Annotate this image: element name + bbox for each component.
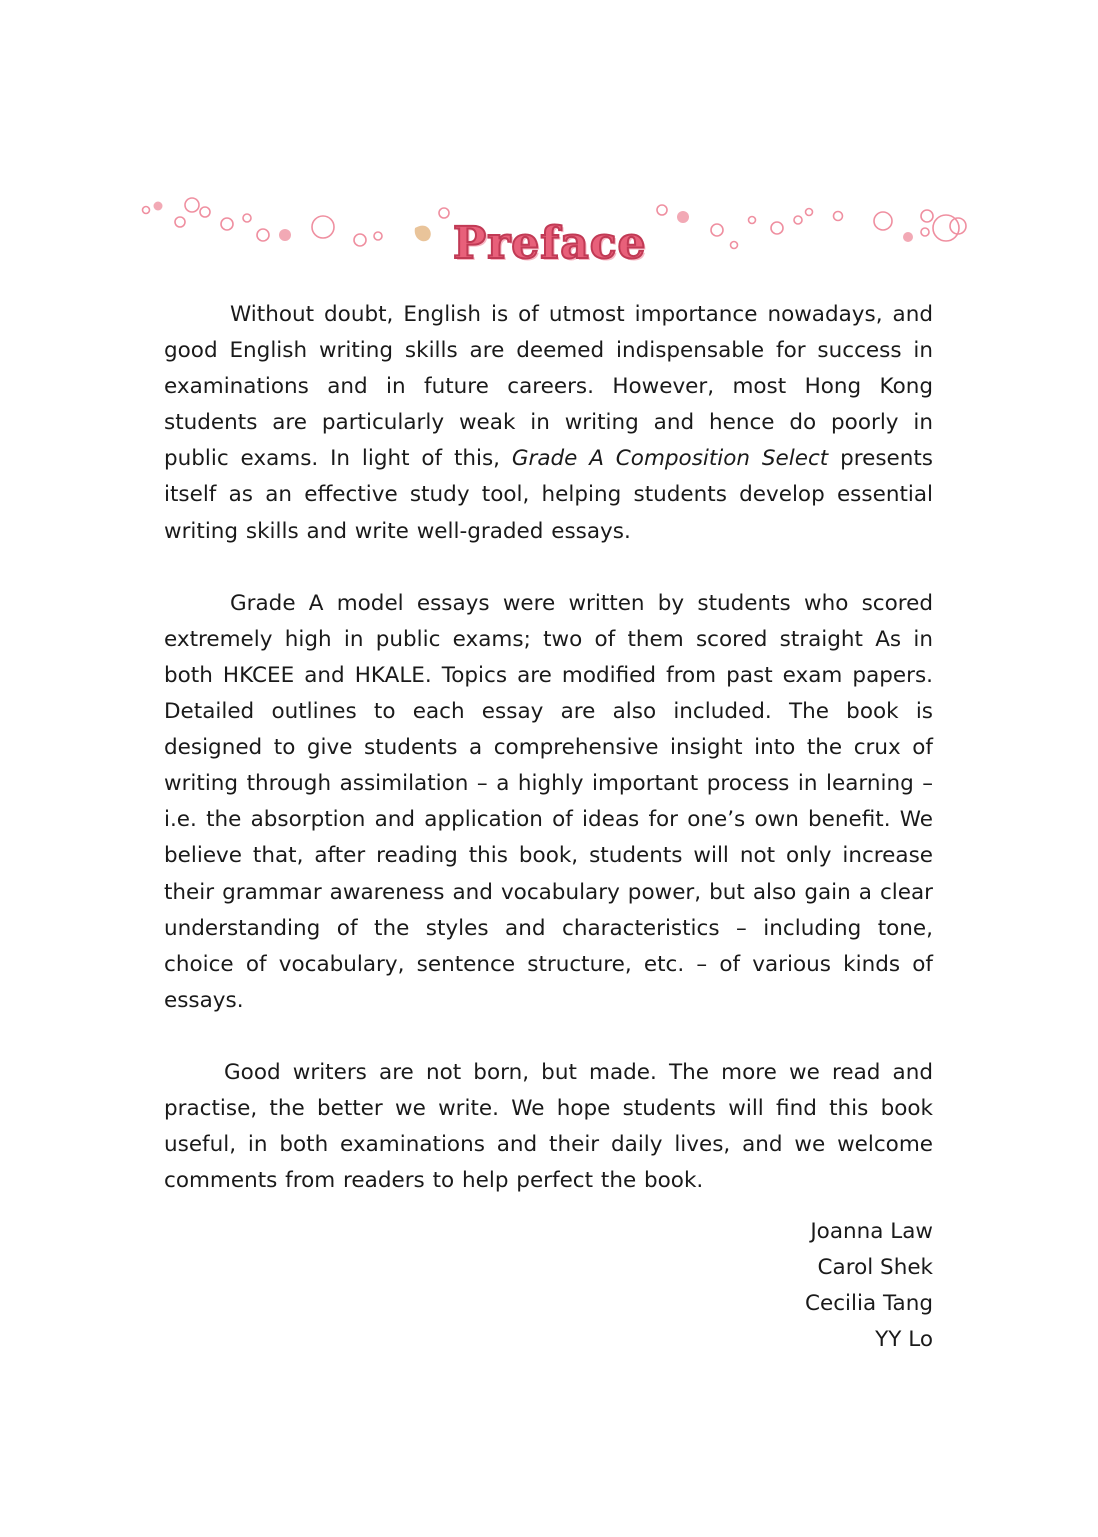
paragraph-1-tail: presents itself as an effective study tool, helping students develop essential writing skills and write well-graded essays. bbox=[164, 446, 934, 544]
author-name: Carol Shek bbox=[817, 1255, 933, 1281]
book-title: Grade A Composition Select bbox=[511, 446, 829, 472]
paragraph-3: Good writers are not born, but made. The more we read and practise, the better we write. We hope students will find this book useful, in both examinations and their daily lives, and we welcome comments from readers to help perfect the book. bbox=[164, 1059, 933, 1194]
preface-body bbox=[164, 297, 933, 1235]
paragraph-2: Grade A model essays were written by students who scored extremely high in public exams; two of them scored straight As in both HKCEE and HKALE. Topics are modified from past exam papers. Detailed outlines to each essay are also included. The book is designed to give students a comprehensive insight into the crux of writing through assimilation – a highly important process in learning – i.e. the absorption and application of ideas for one’s own benefit. We believe that, after reading this book, students will not only increase their grammar awareness and vocabulary power, but also gain a clear understanding of the styles and characteristics – including tone, choice of vocabulary, sentence structure, etc. – of various kinds of essays. bbox=[164, 590, 933, 1013]
page-title: Preface bbox=[453, 218, 647, 269]
author-name: Cecilia Tang bbox=[804, 1291, 933, 1317]
author-name: YY Lo bbox=[875, 1327, 933, 1353]
author-signatures bbox=[805, 1214, 933, 1358]
paragraph-1 bbox=[164, 297, 933, 550]
author-name: Joanna Law bbox=[810, 1219, 933, 1244]
paragraph-1-lead: Without doubt, English is of utmost importance nowadays, and good English writing skills are deemed indispensable for success in examinations and in future careers. However, most Hong Kong students are particularly weak in writing and hence do poorly in public exams. In light of this, bbox=[164, 302, 933, 472]
